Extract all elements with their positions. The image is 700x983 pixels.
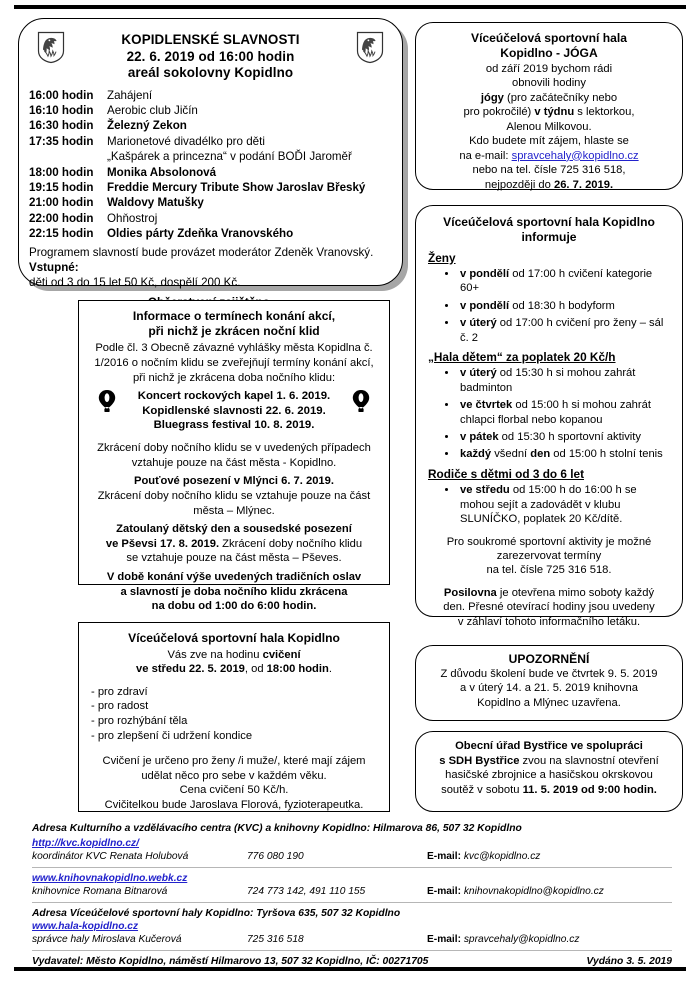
bystrice-line2-rest: zvou na slavnostní otevření [519, 754, 659, 767]
list-item-bold: v pondělí [460, 268, 510, 280]
hall-address: Adresa Víceúčelové sportovní haly Kopidlno: Tyršova 635, 507 32 Kopidlno [32, 908, 401, 919]
night-quiet-final [91, 570, 377, 614]
hall-info-women-list [428, 267, 670, 345]
gym-rest-line2: den. Přesné otevírací hodiny jsou uvedeny [443, 601, 655, 614]
footer-divider [32, 950, 672, 951]
festivities-title [65, 31, 356, 82]
list-item-rest: od 17:00 h cvičení pro ženy – sál č. 2 [460, 317, 664, 344]
coat-of-arms-left-icon [37, 31, 65, 64]
program-time: 22:15 hodin [29, 227, 94, 241]
exercise-when-date: ve středu 22. 5. 2019 [136, 663, 245, 676]
night-quiet-event: Koncert rockových kapel 1. 6. 2019. [137, 390, 331, 403]
night-quiet-box [78, 300, 390, 613]
night-quiet-note3-b: se vztahuje pouze na část města – Pševes. [126, 552, 342, 565]
library-email-label: E-mail: [427, 886, 461, 897]
exercise-benefit: - pro rozhýbání těla [91, 714, 188, 727]
exercise-invite-bold: cvičení [262, 648, 301, 661]
program-time: 17:35 hodin [29, 134, 94, 148]
night-quiet-note3-a: Zkrácení doby nočního klidu [219, 537, 363, 550]
yoga-deadline-date: 26. 7. 2019. [553, 178, 614, 191]
footer-divider [32, 867, 672, 868]
exercise-benefit: - pro zdraví [91, 685, 148, 698]
program-row [29, 211, 392, 226]
program-row [29, 165, 392, 180]
gym-note-line1 [428, 586, 670, 600]
exercise-benefit: - pro zlepšení či udržení kondice [91, 729, 253, 742]
published-date: Vydáno 3. 5. 2019 [586, 956, 672, 967]
festivities-program-list [29, 88, 392, 242]
kvc-email-cell [427, 850, 672, 863]
publisher-info: Vydavatel: Město Kopidlno, náměstí Hilmarovo 13, 507 32 Kopidlno, IČ: 00271705 [32, 956, 429, 967]
notice-box [415, 645, 683, 721]
list-item-rest: od 15:00 h si mohou zahrát chlapci florbal nebo kopanou [460, 399, 651, 426]
exercise-detail-line2: udělat něco pro sebe v každém věku. [141, 769, 327, 782]
exercise-heading: Víceúčelová sportovní hala Kopidlno [128, 631, 340, 645]
yoga-email-label: na e-mail: [459, 149, 512, 162]
program-name: Monika Absolonová [107, 165, 217, 179]
night-quiet-heading [91, 309, 377, 339]
list-item [458, 366, 670, 395]
entry-value: děti od 3 do 15 let 50 Kč, dospělí 200 Kč. [29, 276, 241, 290]
hall-info-heading-line2: informuje [521, 230, 577, 245]
yoga-line5: Alenou Milkovou. [506, 120, 592, 133]
hall-info-section-parents: Rodiče s dětmi od 3 do 6 let [428, 466, 585, 481]
footer [32, 822, 672, 968]
list-item-bold: v úterý [460, 317, 497, 330]
list-item-bold: v pátek [460, 431, 499, 444]
private-note-line2: zarezervovat termíny [496, 549, 602, 562]
list-item-rest: od 18:30 h bodyform [509, 299, 615, 312]
library-url-link[interactable]: www.knihovnakopidlno.webk.cz [32, 873, 188, 884]
yoga-heading-line1: Víceúčelová sportovní hala [471, 31, 627, 45]
yoga-line8: nebo na tel. čísle 725 316 518, [472, 164, 626, 177]
festivities-header [29, 27, 392, 82]
top-divider-rule [14, 5, 686, 9]
library-email-cell [427, 885, 672, 898]
list-item-bold2: den [530, 448, 551, 461]
night-quiet-final-line1: V době konání výše uvedených tradičních oslav [106, 570, 362, 583]
list-item-rest: od 15:30 h si mohou zahrát badminton [460, 367, 636, 394]
library-person: knihovnice Romana Bitnarová [32, 886, 168, 897]
kvc-person: koordinátor KVC Renata Holubová [32, 851, 189, 862]
yoga-line2: obnovili hodiny [511, 77, 586, 90]
exercise-detail-line3: Cena cvičení 50 Kč/h. [179, 784, 289, 797]
list-item-bold: ve středu [460, 484, 510, 497]
exercise-when-mid: , od [244, 663, 267, 676]
exercise-invite-pre: Vás zve na hodinu [167, 648, 263, 661]
exercise-detail-line4: Cvičitelkou bude Jaroslava Florová, fyzioterapeutka. [104, 798, 364, 811]
bystrice-line4-pre: soutěž v sobotu [441, 783, 523, 796]
yoga-line3-rest: (pro začátečníky nebo [503, 91, 618, 104]
list-item-rest: od 17:00 h cvičení kategorie 60+ [460, 268, 653, 295]
program-row [29, 103, 392, 118]
list-item [458, 398, 670, 427]
library-contact-block [32, 872, 672, 898]
night-quiet-heading-line2: při nichž je zkrácen noční klid [148, 324, 320, 339]
hall-person: správce haly Miroslava Kučerová [32, 934, 182, 945]
program-row [29, 226, 392, 241]
list-item [458, 267, 670, 296]
library-email: knihovnakopidlno@kopidlno.cz [463, 886, 604, 897]
bystrice-line4 [426, 783, 672, 798]
yoga-line3 [428, 91, 670, 106]
hot-air-balloon-right-icon [351, 389, 371, 415]
kvc-contact-row [32, 850, 672, 863]
program-time: 19:15 hodin [29, 180, 94, 194]
yoga-line4-bold: v týdnu [534, 106, 575, 119]
night-quiet-event: Kopidlenské slavnosti 22. 6. 2019. [142, 404, 326, 417]
exercise-when-time: 18:00 hodin [266, 663, 329, 676]
program-subtitle: „Kašpárek a princezna“ v podání BOĎI Jaroměř [107, 150, 352, 164]
list-item [458, 316, 670, 345]
exercise-benefits [91, 685, 377, 743]
night-quiet-event3-a: Zatoulaný dětský den a sousedské posezení [116, 523, 352, 536]
list-item [458, 299, 670, 313]
festivities-title-line1: KOPIDLENSKÉ SLAVNOSTI [121, 32, 300, 47]
program-time: 18:00 hodin [29, 165, 94, 179]
yoga-line1: od září 2019 bychom rádi [485, 62, 613, 75]
kvc-phone: 776 080 190 [247, 851, 304, 862]
notice-heading: UPOZORNĚNÍ [508, 652, 590, 666]
list-item-rest: od 15:00 h stolní tenis [550, 448, 663, 461]
kvc-contact-block [32, 837, 672, 863]
gym-rest-line1: je otevřena mimo soboty každý [496, 586, 655, 599]
program-name: Oldies párty Zdeňka Vranovského [107, 227, 294, 241]
hall-contact-block [32, 920, 672, 946]
festivities-box [18, 18, 403, 290]
program-name: Železný Zekon [107, 119, 187, 133]
hall-email: spravcehaly@kopidlno.cz [463, 934, 580, 945]
hall-info-private-note [428, 535, 670, 578]
night-quiet-events [91, 389, 377, 437]
program-name: Waldovy Matušky [107, 196, 204, 210]
yoga-deadline-label: nejpozději do [484, 178, 554, 191]
exercise-when-end: . [328, 663, 332, 676]
notice-line1: Z důvodu školení bude ve čtvrtek 9. 5. 2019 [440, 667, 658, 680]
list-item-bold: v úterý [460, 367, 497, 380]
yoga-line4 [428, 105, 670, 120]
hall-info-children-list [428, 366, 670, 461]
list-item-mid: všední [491, 448, 531, 461]
night-quiet-note1: Zkrácení doby nočního klidu se v uvedených případech vztahuje pouze na část města - Kopidlno. [97, 442, 371, 469]
program-time: 16:00 hodin [29, 88, 94, 102]
yoga-box [415, 22, 683, 190]
yoga-line3-bold: jógy [480, 91, 504, 104]
program-row [29, 118, 392, 133]
festivities-title-line2: 22. 6. 2019 od 16:00 hodin [126, 48, 295, 64]
kvc-url-link[interactable]: http://kvc.kopidlno.cz/ [32, 838, 139, 849]
list-item [458, 483, 670, 526]
notice-line2: a v úterý 14. a 21. 5. 2019 knihovna [460, 682, 638, 694]
exercise-invite [91, 648, 377, 663]
hall-info-section-children: „Hala dětem“ za poplatek 20 Kč/h [428, 350, 616, 365]
exercise-when [91, 662, 377, 677]
program-name: Aerobic club Jičín [107, 103, 198, 117]
private-note-line1: Pro soukromé sportovní aktivity je možné [446, 535, 652, 548]
yoga-line6: Kdo budete mít zájem, hlaste se [469, 135, 629, 148]
exercise-box [78, 622, 390, 812]
hall-email-cell [427, 933, 672, 946]
program-name: Freddie Mercury Tribute Show Jaroslav Břeský [107, 180, 366, 194]
night-quiet-event3-b: ve Pševsi 17. 8. 2019. [105, 537, 220, 550]
gym-label: Posilovna [443, 586, 497, 599]
yoga-email-link[interactable]: spravcehaly@kopidlno.cz [511, 149, 639, 162]
exercise-detail-line1: Cvičení je určeno pro ženy /i muže/, které mají zájem [102, 755, 366, 768]
program-time: 16:10 hodin [29, 103, 94, 117]
bystrice-line2-bold: s SDH Bystřice [439, 754, 520, 767]
hall-info-section-women: Ženy [428, 250, 456, 265]
yoga-line7 [428, 149, 670, 164]
kvc-email-label: E-mail: [427, 851, 461, 862]
bystrice-box [415, 731, 683, 812]
moderator-line: Programem slavností bude provázet moderátor Zdeněk Vranovský. [29, 245, 374, 259]
private-note-line3: na tel. čísle 725 316 518. [486, 564, 612, 577]
night-quiet-event2: Pouťové posezení v Mlýnci 6. 7. 2019. [134, 475, 334, 488]
night-quiet-event: Bluegrass festival 10. 8. 2019. [153, 419, 315, 432]
entry-label: Vstupné: [29, 260, 79, 274]
exercise-details [91, 754, 377, 812]
library-phone: 724 773 142, 491 110 155 [247, 886, 366, 897]
program-time: 21:00 hodin [29, 196, 94, 210]
exercise-benefit: - pro radost [91, 700, 149, 713]
night-quiet-event3 [91, 522, 377, 566]
hall-info-box [415, 205, 683, 628]
bystrice-line2 [426, 754, 672, 769]
program-name: Ohňostroj [107, 211, 158, 225]
night-quiet-note2: Zkrácení doby nočního klidu se vztahuje pouze na část města – Mlýnec. [97, 489, 371, 517]
hall-url-link[interactable]: www.hala-kopidlno.cz [32, 921, 139, 932]
hall-contact-row [32, 933, 672, 946]
program-name: Zahájení [107, 88, 153, 102]
bystrice-line3: hasičské zbrojnice a hasičskou okrskovou [445, 769, 653, 781]
kvc-email: kvc@kopidlno.cz [463, 851, 541, 862]
program-row [29, 180, 392, 195]
list-item-bold: ve čtvrtek [460, 399, 513, 412]
hall-email-label: E-mail: [427, 934, 461, 945]
notice-line3: Kopidlno a Mlýnec uzavřena. [477, 696, 621, 709]
program-row [29, 134, 392, 149]
program-row [29, 195, 392, 210]
list-item-rest: od 15:00 h do 16:00 h se mohou sejít a zadovádět v klubu SLUNÍČKO, poplatek 20 Kč/dítě. [460, 484, 637, 526]
list-item [458, 447, 670, 461]
yoga-heading-line2: Kopidlno - JÓGA [500, 46, 598, 61]
bystrice-line1: Obecní úřad Bystřice ve spolupráci [455, 740, 643, 752]
library-contact-row [32, 885, 672, 898]
yoga-line4-a: pro pokročilé) [463, 106, 535, 119]
night-quiet-event-list [91, 389, 377, 433]
gym-rest-line3: v záhlaví tohoto informačního letáku. [457, 615, 641, 628]
program-name: Marionetové divadélko pro děti [107, 134, 265, 148]
footer-divider [32, 902, 672, 903]
hall-info-gym-note [428, 586, 670, 629]
night-quiet-final-line3: na dobu od 1:00 do 6:00 hodin. [151, 600, 317, 613]
yoga-line9 [428, 178, 670, 193]
list-item-bold: každý [460, 448, 492, 461]
list-item [458, 430, 670, 444]
program-row [29, 88, 392, 103]
bottom-divider-rule [14, 967, 686, 971]
bystrice-line4-bold: 11. 5. 2019 od 9:00 hodin. [522, 783, 657, 796]
list-item-bold: v pondělí [460, 299, 510, 312]
festivities-title-line3: areál sokolovny Kopidlno [127, 65, 294, 80]
hall-info-heading-line1: Víceúčelová sportovní hala Kopidlno [443, 215, 655, 229]
hot-air-balloon-left-icon [97, 389, 117, 415]
night-quiet-intro: Podle čl. 3 Obecně závazné vyhlášky města Kopidlna č. 1/2016 o nočním klidu se zveřejňují termíny konání akcí, při nichž je zkrácena doba nočního klidu: [94, 342, 374, 384]
kvc-address: Adresa Kulturního a vzdělávacího centra (KVC) a knihovny Kopidlno: Hilmarova 86, 507 32 Kopidlno [32, 823, 522, 834]
night-quiet-heading-line1: Informace o termínech konání akcí, [132, 309, 336, 323]
hall-info-heading [428, 215, 670, 246]
hall-info-parents-list [428, 483, 670, 526]
yoga-line4-b: s lektorkou, [574, 106, 635, 119]
program-time: 22:00 hodin [29, 211, 94, 225]
yoga-heading [428, 31, 670, 62]
night-quiet-final-line2: a slavností je doba nočního klidu zkrácena [120, 585, 348, 598]
list-item-rest: od 15:30 h sportovní aktivity [498, 431, 641, 444]
program-time: 16:30 hodin [29, 119, 94, 133]
hall-phone: 725 316 518 [247, 934, 304, 945]
coat-of-arms-right-icon [356, 31, 384, 64]
